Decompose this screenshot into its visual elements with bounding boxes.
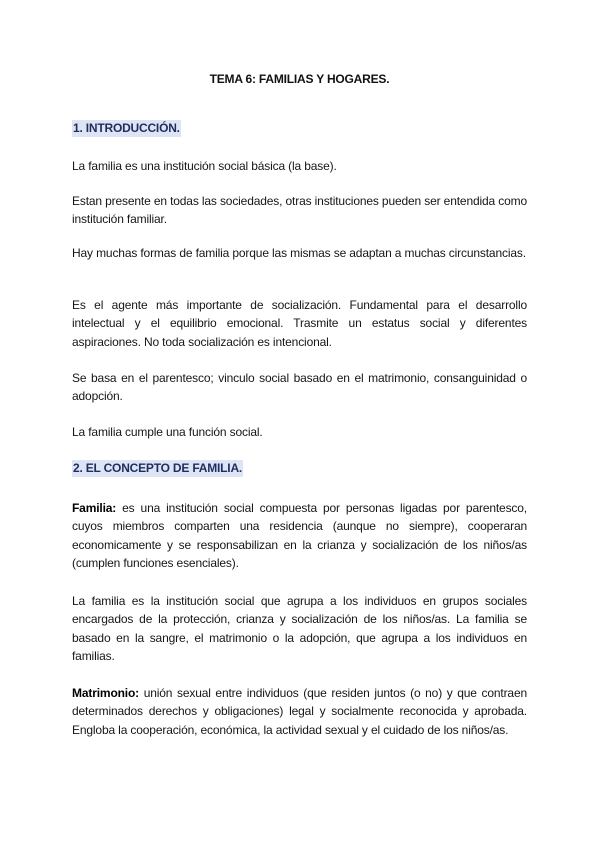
paragraph: La familia cumple una función social. — [72, 425, 263, 439]
section-heading-introduccion — [72, 121, 181, 135]
paragraph: La familia es la institución social que agrupa a los individuos en grupos sociales encargados de la protección, crianza y socialización de los niños/as. La familia se basado en la sangre, el matrimonio o la adopción, que agrupa a los individuos en familias. — [72, 594, 527, 663]
section-heading-text: 1. INTRODUCCIÓN. — [73, 121, 180, 135]
paragraph: Se basa en el parentesco; vinculo social basado en el matrimonio, consanguinidad o adopción. — [72, 371, 527, 404]
paragraph: Es el agente más importante de socialización. Fundamental para el desarrollo intelectual y el equilibrio emocional. Trasmite un estatus social y diferentes aspiraciones. No toda socialización es intencional. — [72, 298, 527, 349]
definition-matrimonio — [72, 684, 527, 739]
paragraph: La familia es una institución social básica (la base). — [72, 159, 337, 173]
section-heading-text: 2. EL CONCEPTO DE FAMILIA. — [73, 461, 243, 475]
paragraph: Hay muchas formas de familia porque las mismas se adaptan a muchas circunstancias. — [72, 246, 526, 260]
definition-familia — [72, 499, 527, 572]
paragraph: Estan presente en todas las sociedades, otras instituciones pueden ser entendida como institución familiar. — [72, 194, 527, 227]
definition-term: Matrimonio: — [72, 686, 140, 700]
definition-text: unión sexual entre individuos (que residen juntos (o no) y que contraen determinados derechos y obligaciones) legal y socialmente reconocida y aprobada. Engloba la cooperación, económica, la actividad sexual y el cuidado de los niños/as. — [72, 686, 527, 737]
section-heading-concepto-familia — [72, 461, 243, 475]
definition-term: Familia: — [72, 501, 117, 515]
document-title: TEMA 6: FAMILIAS Y HOGARES. — [209, 72, 390, 86]
definition-text: es una institución social compuesta por personas ligadas por parentesco, cuyos miembros comparten una residencia (aunque no siempre), cooperaran economicamente y se responsabilizan en la crianza y socialización de los niños/as (cumplen funciones esenciales). — [72, 501, 527, 570]
